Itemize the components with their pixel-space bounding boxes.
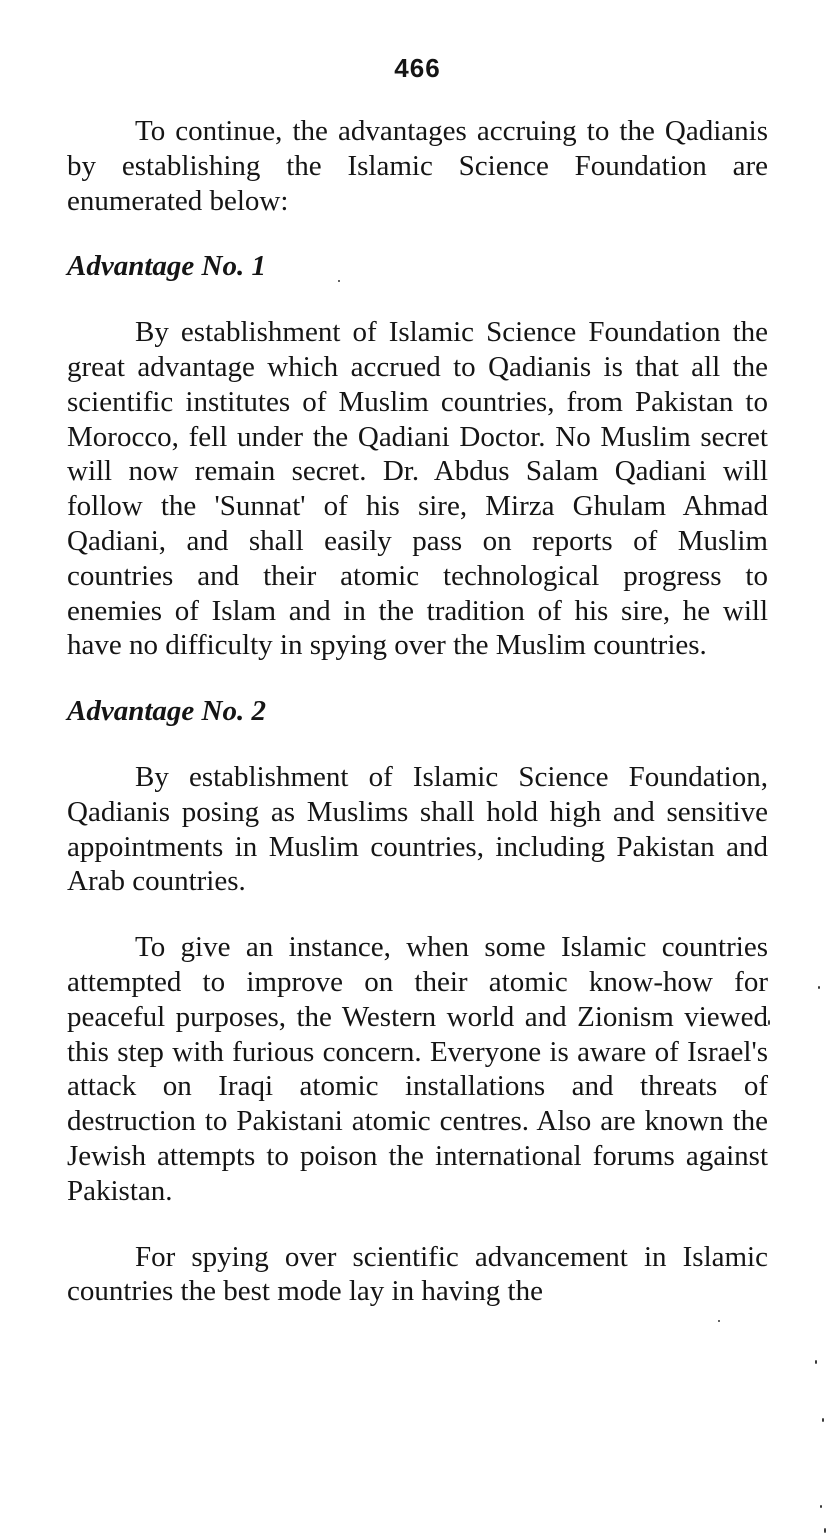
spying-paragraph: For spying over scientific advancement in Islamic countries the best mode lay in having the bbox=[67, 1240, 768, 1308]
scan-speck bbox=[824, 1528, 826, 1533]
intro-paragraph: To continue, the advantages accruing to the Qadianis by establishing the Islamic Science Foundation are enumerated below: bbox=[67, 115, 768, 217]
scan-speck bbox=[815, 1360, 817, 1364]
document-page bbox=[67, 50, 768, 1309]
page-number: 466 bbox=[394, 53, 441, 83]
advantage-2-paragraph: By establishment of Islamic Science Foundation, Qadianis posing as Muslims shall hold high and sensitive appointments in Muslim countries, including Pakistan and Arab countries. bbox=[67, 760, 768, 898]
scan-speck bbox=[338, 280, 340, 282]
instance-paragraph: To give an instance, when some Islamic countries attempted to improve on their atomic know-how for peaceful purposes, the Western world and Zionism viewed this step with furious concern. Everyone is aware of Israel's attack on Iraqi atomic installations and threats of destruction to Pakistani atomic centres. Also are known the Jewish attempts to poison the international forums against Pakistan. bbox=[67, 931, 768, 1207]
advantage-1-paragraph: By establishment of Islamic Science Foundation the great advantage which accrued to Qadianis is that all the scientific institutes of Muslim countries, from Pakistan to Morocco, fell under the Qadiani Doctor. No Muslim secret will now remain secret. Dr. Abdus Salam Qadiani will follow the 'Sunnat' of his sire, Mirza Ghulam Ahmad Qadiani, and shall easily pass on reports of Muslim countries and their atomic technological progress to enemies of Islam and in the tradition of his sire, he will have no difficulty in spying over the Muslim countries. bbox=[67, 316, 768, 662]
advantage-1-heading: Advantage No. 1 bbox=[67, 250, 266, 283]
scan-speck bbox=[822, 1418, 824, 1422]
scan-speck bbox=[768, 1020, 770, 1025]
scan-speck bbox=[820, 1505, 822, 1508]
advantage-2-heading: Advantage No. 2 bbox=[67, 695, 266, 728]
scan-speck bbox=[718, 1320, 720, 1322]
scan-speck bbox=[818, 986, 820, 989]
